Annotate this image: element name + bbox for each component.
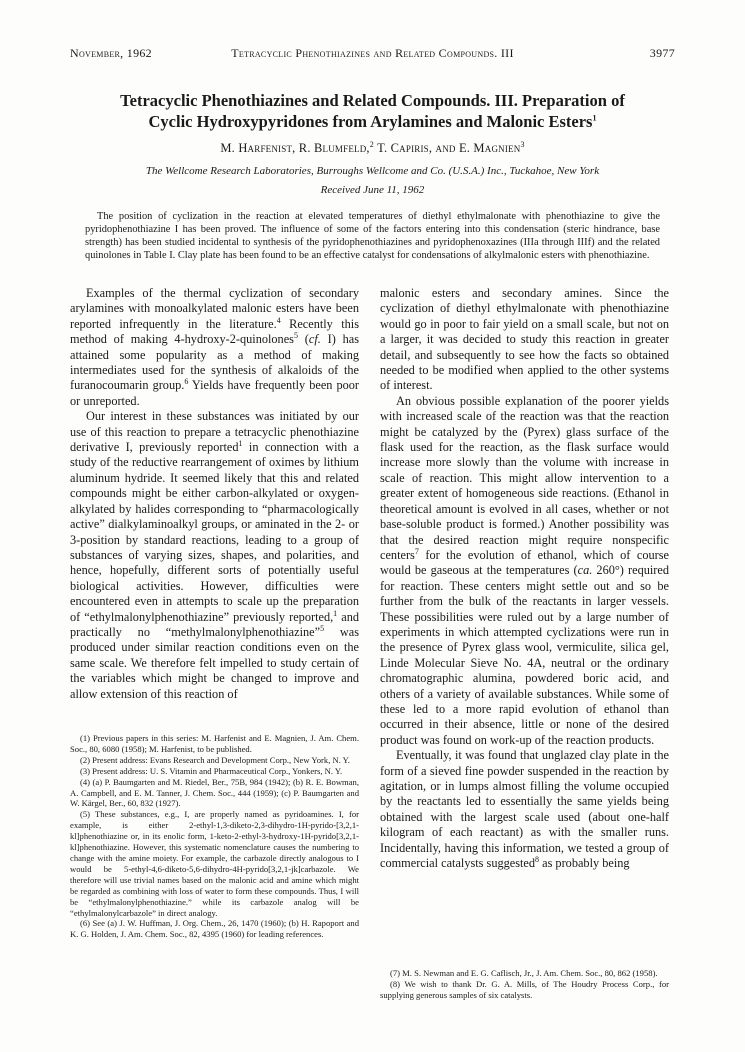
footnote: (7) M. S. Newman and E. G. Caflisch, Jr., J. Am. Chem. Soc., 80, 862 (1958). [390, 968, 658, 978]
page-number: 3977 [649, 46, 675, 60]
article-title-line-2: Cyclic Hydroxypyridones from Arylamines and Malonic Esters$^1$ [148, 112, 597, 131]
footnote: (3) Present address: U. S. Vitamin and Pharmaceutical Corp., Yonkers, N. Y. [80, 765, 343, 776]
title-footnote-ref: 1 [592, 113, 597, 123]
paragraph: Our interest in these substances was initiated by our use of this reaction to prepare a tetracyclic phenothiazine derivative I, previously reported$^1$ in connection with a study of the reductive rearrangement of oximes by lithium aluminum hydride. It seemed likely that this and related compounds might be either carbon-alkylated or oxygen-alkylated by halides corresponding to “pharmacologically active” dialkylaminoalkyl groups, or aminated in the 2- or 3-position by standard reactions, leading to a group of substances of varying sizes, shapes, and polarities, and hence, hopefully, different sorts of potentially useful biological activities. However, difficulties were encountered even in attempts to scale up the preparation of “ethylmalonylphenothiazine” previously reported,$^1$ and practically no “methylmalonylphenothiazine”$^5$ was produced under similar reaction conditions even on the same scale. We therefore felt impelled to study certain of the variables which might be changed to improve and allow extension of this reaction of [70, 409, 359, 701]
paragraph: Eventually, it was found that unglazed clay plate in the form of a sieved fine powder suspended in the reaction by agitation, or in lumps almost filling the volume occupied by the reactants led to essentially the same yields being obtained with the largest scale used (about one-half kilogram of each reactant) as with the smaller runs. Incidentally, having this information, we tested a group of commercial catalysts suggested$^8$ as probably being [380, 748, 669, 871]
footnote: (6) See (a) J. W. Huffman, J. Org. Chem., 26, 1470 (1960); (b) H. Rapoport and K. G. Holden, J. Am. Chem. Soc., 82, 4395 (1960) for leading references. [70, 918, 359, 940]
abstract: The position of cyclization in the reaction at elevated temperatures of diethyl ethylmalonate with phenothiazine to give the pyridophenothiazine I has been proved. The influence of some of the factors entering into this condensation (steric hindrance, base strength) has been studied incidental to synthesis of the pyridophenothiazines and pyridophenoxazines (IIIa through IIIf) and the related quinolones in Table I. Clay plate has been found to be an effective catalyst for condensations of alkylmalonic esters with phenothiazine. [85, 211, 660, 261]
article-title-line-1: Tetracyclic Phenothiazines and Related Compounds. III. Preparation of [120, 91, 625, 110]
body-column-left [70, 286, 359, 702]
running-head-title: Tetracyclic Phenothiazines and Related Compounds. III [231, 46, 514, 60]
running-head [70, 46, 675, 64]
footnote: (2) Present address: Evans Research and Development Corp., New York, N. Y. [80, 754, 350, 765]
received-date: Received June 11, 1962 [320, 184, 425, 196]
footnotes-left [70, 733, 359, 940]
paragraph: malonic esters and secondary amines. Since the cyclization of diethyl ethylmalonate with phenothiazine would go in poor to fair yield on a small scale, but not on a larger, it was decided to study this reaction in greater detail, and subsequently to see how the facts so obtained needed to be modified when applied to the other systems of interest. [380, 286, 669, 393]
paragraph: Examples of the thermal cyclization of secondary arylamines with monoalkylated malonic esters have been reported infrequently in the literature.$^4$ Recently this method of making 4-hydroxy-2-quinolones$^5$ (cf. I) has attained some popularity as a method of making intermediates used for the synthesis of alkaloids of the furanocoumarin group.$^6$ Yields have frequently been poor or unreported. [70, 286, 360, 408]
footnote: (8) We wish to thank Dr. G. A. Mills, of The Houdry Process Corp., for supplying generous samples of six catalysts. [380, 978, 669, 1000]
body-column-right [380, 286, 669, 871]
running-head-date: November, 1962 [70, 46, 152, 60]
paragraph: An obvious possible explanation of the poorer yields with increased scale of the reaction was that the reaction might be catalyzed by the (Pyrex) glass surface of the flask used for the reaction, as the flask surface would increase more slowly than the volume with increase in scale of reaction. This might allow intervention to a greater extent of homogeneous side reactions. (Ethanol in theoretical amount is evolved in all cases, whether or not base-soluble product is formed.) Another possibility was that the desired reaction might require nonspecific centers$^7$ for the evolution of ethanol, which of course would be gaseous at the temperatures (ca. 260°) required for reaction. These centers might settle out and so be further from the bulk of the reactants in larger vessels. These possibilities were ruled out by a large number of experiments in which attempted cyclizations were run in the presence of Pyrex glass wool, vermiculite, silica gel, Linde Molecular Sieve No. 4A, neutral or the ordinary chromatographic alumina, powdered boric acid, and others of a variety of available substances. While some of these led to a more rapid evolution of ethanol than occurred in their absence, little or none of the desired product was found on work-up of the reaction products. [380, 393, 669, 747]
article-title [70, 90, 675, 132]
footnote: (5) These substances, e.g., I, are properly named as pyridoamines. I, for example, is either 2-ethyl-1,3-diketo-2,3-dihydro-1H-pyrido-[3,2,1-kl]phenothiazine or, in its enolic form, 1-keto-2-ethyl-3-hydroxy-1H-pyrido[3,2,1-kl]phenothiazine. However, this systematic nomenclature causes the numbering to change with the amine moiety. For example, the carbazole directly analogous to I would be 5-ethyl-4,6-diketo-5,6-dihydro-4H-pyrido[3,2,1-jk]carbazole. We therefore will use trivial names based on the malonic acid and amine which might be regarded as combining with loss of water to form these compounds. Thus, I will be “ethylmalonylphenothiazine.” while its carbazole analog will be “ethylmalonylcarbazole” in direct analogy. [70, 809, 359, 918]
footnote: (4) (a) P. Baumgarten and M. Riedel, Ber., 75B, 984 (1942); (b) R. E. Bowman, A. Campbell, and E. M. Tanner, J. Chem. Soc., 444 (1959); (c) P. Baumgarten and W. Kärgel, Ber., 60, 832 (1927). [70, 776, 359, 809]
affiliation: The Wellcome Research Laboratories, Burroughs Wellcome and Co. (U.S.A.) Inc., Tuckahoe, New York [145, 165, 600, 177]
author-list: M. Harfenist, R. Blumfeld,$^2$ T. Capiris, and E. Magnien$^3$ [220, 139, 525, 155]
footnote: (1) Previous papers in this series: M. Harfenist and E. Magnien, J. Am. Chem. Soc., 80, 6080 (1958); M. Harfenist, to be published. [70, 733, 359, 754]
footnotes-right [380, 968, 669, 1001]
